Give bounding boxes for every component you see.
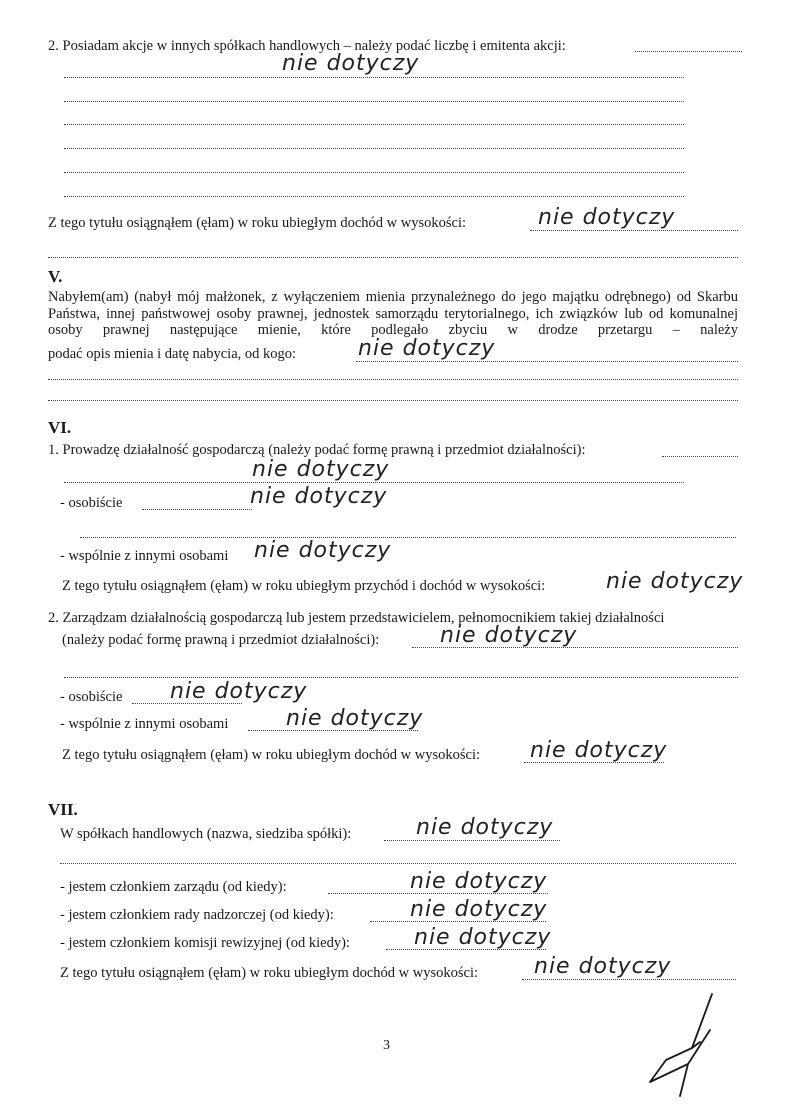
dotted-line xyxy=(64,172,684,173)
audit-label: - jestem członkiem komisji rewizyjnej (od kiedy): xyxy=(60,935,350,951)
business-revenue-value: nie dotyczy xyxy=(606,569,744,594)
business-personal-label: - osobiście xyxy=(60,495,123,511)
business-joint-value: nie dotyczy xyxy=(254,538,392,563)
companies-value: nie dotyczy xyxy=(416,815,554,840)
management-joint-value: nie dotyczy xyxy=(286,706,424,731)
audit-value: nie dotyczy xyxy=(414,925,552,950)
dotted-line xyxy=(356,361,738,362)
business-value: nie dotyczy xyxy=(252,457,390,482)
business-label: 1. Prowadzę działalność gospodarczą (należy podać formę prawną i przedmiot działalności): xyxy=(48,442,586,458)
management-label-1: 2. Zarządzam działalnością gospodarczą lub jestem przedstawicielem, pełnomocnikiem takiej działalności xyxy=(48,610,665,626)
management-value: nie dotyczy xyxy=(440,623,578,648)
business-revenue-label: Z tego tytułu osiągnąłem (ęłam) w roku ubiegłym przychód i dochód w wysokości: xyxy=(62,578,546,594)
dotted-line xyxy=(522,979,736,980)
section-v-value: nie dotyczy xyxy=(358,336,496,361)
supervisory-label: - jestem członkiem rady nadzorczej (od kiedy): xyxy=(60,907,334,923)
dotted-line xyxy=(662,456,738,457)
management-personal-value: nie dotyczy xyxy=(170,679,308,704)
dotted-line xyxy=(64,124,684,125)
management-personal-label: - osobiście xyxy=(60,689,123,705)
shares-label: 2. Posiadam akcje w innych spółkach handlowych – należy podać liczbę i emitenta akcji: xyxy=(48,38,566,54)
dotted-line xyxy=(64,482,684,483)
dotted-line xyxy=(80,537,736,538)
dotted-line xyxy=(384,840,560,841)
dotted-line xyxy=(64,196,684,197)
management-label-2: (należy podać formę prawną i przedmiot działalności): xyxy=(62,632,380,648)
signature xyxy=(640,990,730,1100)
section-vii-heading: VII. xyxy=(48,800,78,819)
dotted-line xyxy=(64,148,684,149)
dotted-line xyxy=(530,230,738,231)
companies-label: W spółkach handlowych (nazwa, siedziba spółki): xyxy=(60,826,352,842)
dotted-line xyxy=(64,677,738,678)
section-v-heading: V. xyxy=(48,267,63,286)
board-label: - jestem członkiem zarządu (od kiedy): xyxy=(60,879,287,895)
supervisory-value: nie dotyczy xyxy=(410,897,548,922)
dotted-line xyxy=(142,509,252,510)
management-income-value: nie dotyczy xyxy=(530,738,668,763)
page-number: 3 xyxy=(383,1038,390,1053)
management-joint-label: - wspólnie z innymi osobami xyxy=(60,716,229,732)
shares-income-label: Z tego tytułu osiągnąłem (ęłam) w roku ubiegłym dochód w wysokości: xyxy=(48,215,467,231)
vii-income-value: nie dotyczy xyxy=(534,954,672,979)
dotted-line xyxy=(48,257,738,258)
dotted-line xyxy=(60,863,736,864)
dotted-line xyxy=(48,379,738,380)
vii-income-label: Z tego tytułu osiągnąłem (ęłam) w roku ubiegłym dochód w wysokości: xyxy=(60,965,479,981)
dotted-line xyxy=(48,400,738,401)
board-value: nie dotyczy xyxy=(410,869,548,894)
shares-income-value: nie dotyczy xyxy=(538,205,676,230)
business-joint-label: - wspólnie z innymi osobami xyxy=(60,548,229,564)
shares-value: nie dotyczy xyxy=(282,51,420,76)
dotted-line xyxy=(64,77,684,78)
section-v-last-line: podać opis mienia i datę nabycia, od kogo: xyxy=(48,346,297,362)
dotted-line xyxy=(635,51,742,52)
dotted-line xyxy=(64,101,684,102)
section-vi-heading: VI. xyxy=(48,418,72,437)
business-personal-value: nie dotyczy xyxy=(250,484,388,509)
section-v-paragraph: Nabyłem(am) (nabył mój małżonek, z wyłączeniem mienia przynależnego do jego majątku odrębnego) od Skarbu Państwa, innej państwowej osoby prawnej, jednostek samorządu terytorialnego, ich związków lub od komunalnej osoby prawnej następujące mienie, które podlegało zbyciu w drodze przetargu – należy xyxy=(48,289,738,338)
management-income-label: Z tego tytułu osiągnąłem (ęłam) w roku ubiegłym dochód w wysokości: xyxy=(62,747,481,763)
